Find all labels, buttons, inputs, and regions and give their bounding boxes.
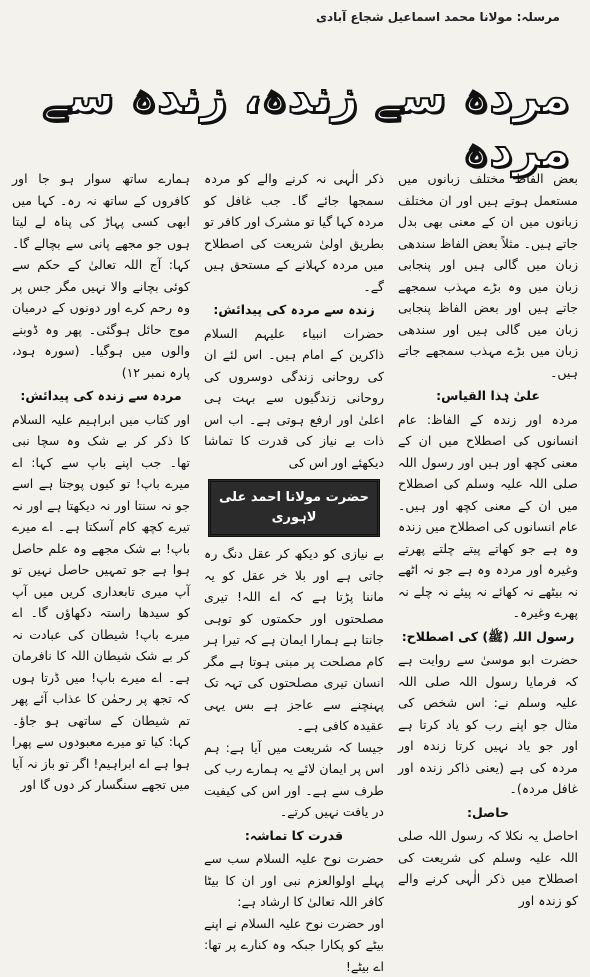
section-heading: قدرت کا تماشہ: — [204, 825, 384, 847]
middle-column — [204, 168, 384, 753]
section-heading: زندہ سے مردہ کی پیدائش: — [204, 299, 384, 321]
paragraph: اور حضرت نوح علیہ السلام نے اپنے بیٹے کو پکارا جبکہ وہ کنارے پر تھا: اے بیٹے! — [204, 913, 384, 977]
paragraph: حضرات انبیاء علیہم السلام ذاکرین کے امام ہیں۔ اس لئے ان کی روحانی زندگی دوسروں کی روحانی زندگیوں سے بہت ہی اعلیٰ اور ارفع ہوتی ہے۔ اب اس ذات بے نیاز کی قدرت کا تماشا دیکھئے اور اس کی — [204, 323, 384, 474]
paragraph: اور کتاب میں ابراہیم علیہ السلام کا ذکر کر بے شک وہ سچا نبی تھا۔ جب اپنے باپ سے کہا: اے میرے باپ! تو کیوں پوجتا ہے اسے جو نہ سنتا اور نہ دیکھتا ہے اور نہ تیرے کچھ کام آسکتا ہے۔ اے میرے باپ! بے شک مجھے وہ علم حاصل ہوا ہے جو تمہیں حاصل نہیں تو آپ میری تابعداری کریں میں آپ کو سیدھا راستہ دکھاؤں گا۔ اے میرے باپ! شیطان کی عبادت نہ کر بے شک شیطان اللہ کا نافرمان ہے۔ اے میرے باپ! میں ڈرتا ہوں کہ تجھ پر رحمٰن کا عذاب آئے پھر تم شیطان کے ساتھی ہو جاؤ۔ کہا: کیا تو میرے معبودوں سے پھرا ہوا ہے اے ابراہیم! اگر تو باز نہ آیا میں تجھے سنگسار کر دوں گا اور — [12, 409, 190, 796]
paragraph: حضرت ابو موسیٰ سے روایت ہے کہ فرمایا رسول اللہ صلی اللہ علیہ وسلم نے: اس شخص کی مثال جو اپنے رب کو یاد کرتا ہے اور جو یاد نہیں کرتا زندہ اور مردہ کی ہے (یعنی ذاکر زندہ اور غافل مردہ)۔ — [398, 649, 578, 800]
right-column — [398, 168, 578, 753]
author-box: حضرت مولانا احمد علی لاہوری — [208, 479, 380, 537]
section-heading: علیٰ ہٰذا القیاس: — [398, 385, 578, 407]
paragraph: مردہ اور زندہ کے الفاظ: عام انسانوں کی اصطلاح میں ان کے معنی کچھ اور ہیں اور رسول اللہ صلی اللہ علیہ وسلم کی اصطلاح میں ان کے معنی کچھ اور ہیں۔ عام انسانوں کی اصطلاح میں زندہ وہ ہے جو کھاتے پیتے چلتے پھرتے وغیرہ اور مردہ وہ ہے جو نہ اٹھے نہ بیٹھے نہ کھائے نہ پیئے نہ چلے نہ پھرے وغیرہ۔ — [398, 409, 578, 624]
paragraph: بے نیازی کو دیکھ کر عقل دنگ رہ جاتی ہے اور بلا خر عقل کو یہ ماننا پڑتا ہے کہ اے اللہ! تیری مصلحتوں اور حکمتوں کو توہی جانتا ہے ہمارا ایمان ہے کہ تیرا ہر کام مصلحت پر مبنی ہوتا ہے مگر انسان تیری مصلحتوں کی تہہ تک پہنچنے سے عاجز ہے بس یہی عقیدہ کافی ہے۔ — [204, 543, 384, 737]
title-text: مردہ سے زندہ، زندہ سے مردہ — [20, 69, 570, 177]
article-title — [20, 88, 570, 158]
paragraph: حضرت نوح علیہ السلام سب سے پہلے اولوالعزم نبی اور ان کا بیٹا کافر اللہ تعالیٰ کا ارشاد ہے: — [204, 848, 384, 913]
paragraph: احاصل یہ نکلا کہ رسول اللہ صلی اللہ علیہ وسلم کی شریعت کی اصطلاح میں ذکر الٰہی کرنے والے کو زندہ اور — [398, 825, 578, 911]
paragraph: ذکر الٰہی نہ کرنے والے کو مردہ سمجھا جائے گا۔ جب غافل کو مردہ کہا گیا تو مشرک اور کافر تو بطریق اولیٰ شریعت کی اصطلاح میں مردہ کہلانے کے مستحق ہیں گے۔ — [204, 168, 384, 297]
sender-line: مرسلہ: مولانا محمد اسماعیل شجاع آبادی — [20, 10, 560, 24]
middle-column-bottom — [204, 543, 384, 977]
middle-column-top — [204, 168, 384, 473]
paragraph: جیسا کہ شریعت میں آیا ہے: ہم اس پر ایمان لائے یہ ہمارے رب کی طرف سے ہے۔ اور اس کی کیفیت در یافت نہیں کرتے۔ — [204, 737, 384, 823]
left-column — [12, 168, 190, 753]
paragraph: بعض الفاظ مختلف زبانوں میں مستعمل ہوتے ہیں اور ان مختلف زبانوں میں ان کے معنی بھی بدل جاتے ہیں۔ مثلاً بعض الفاظ سندھی زبان میں گالی ہیں اور پنجابی زبان میں وہ بڑے مہذب سمجھے جاتے ہیں اور بعض الفاظ پنجابی زبان میں گالی ہیں اور سندھی زبان میں بڑے مہذب سمجھے جاتے ہیں۔ — [398, 168, 578, 383]
paragraph: ہمارے ساتھ سوار ہو جا اور کافروں کے ساتھ نہ رہ۔ کہا میں ابھی کسی پہاڑ کی پناہ لے لیتا ہوں جو مجھے پانی سے بچالے گا۔ کہا: آج اللہ تعالیٰ کے حکم سے کوئی بچانے والا نہیں مگر جس پر وہ رحم کرے اور دونوں کے درمیان موج حائل ہوگئی۔ پھر وہ ڈوبنے والوں میں ہوگیا۔ (سورہ ہود، پارہ نمبر ۱۲) — [12, 168, 190, 383]
section-heading: رسول اللہ (ﷺ) کی اصطلاح: — [398, 626, 578, 648]
section-heading: مردہ سے زندہ کی پیدائش: — [12, 385, 190, 407]
section-heading: حاصل: — [398, 802, 578, 824]
